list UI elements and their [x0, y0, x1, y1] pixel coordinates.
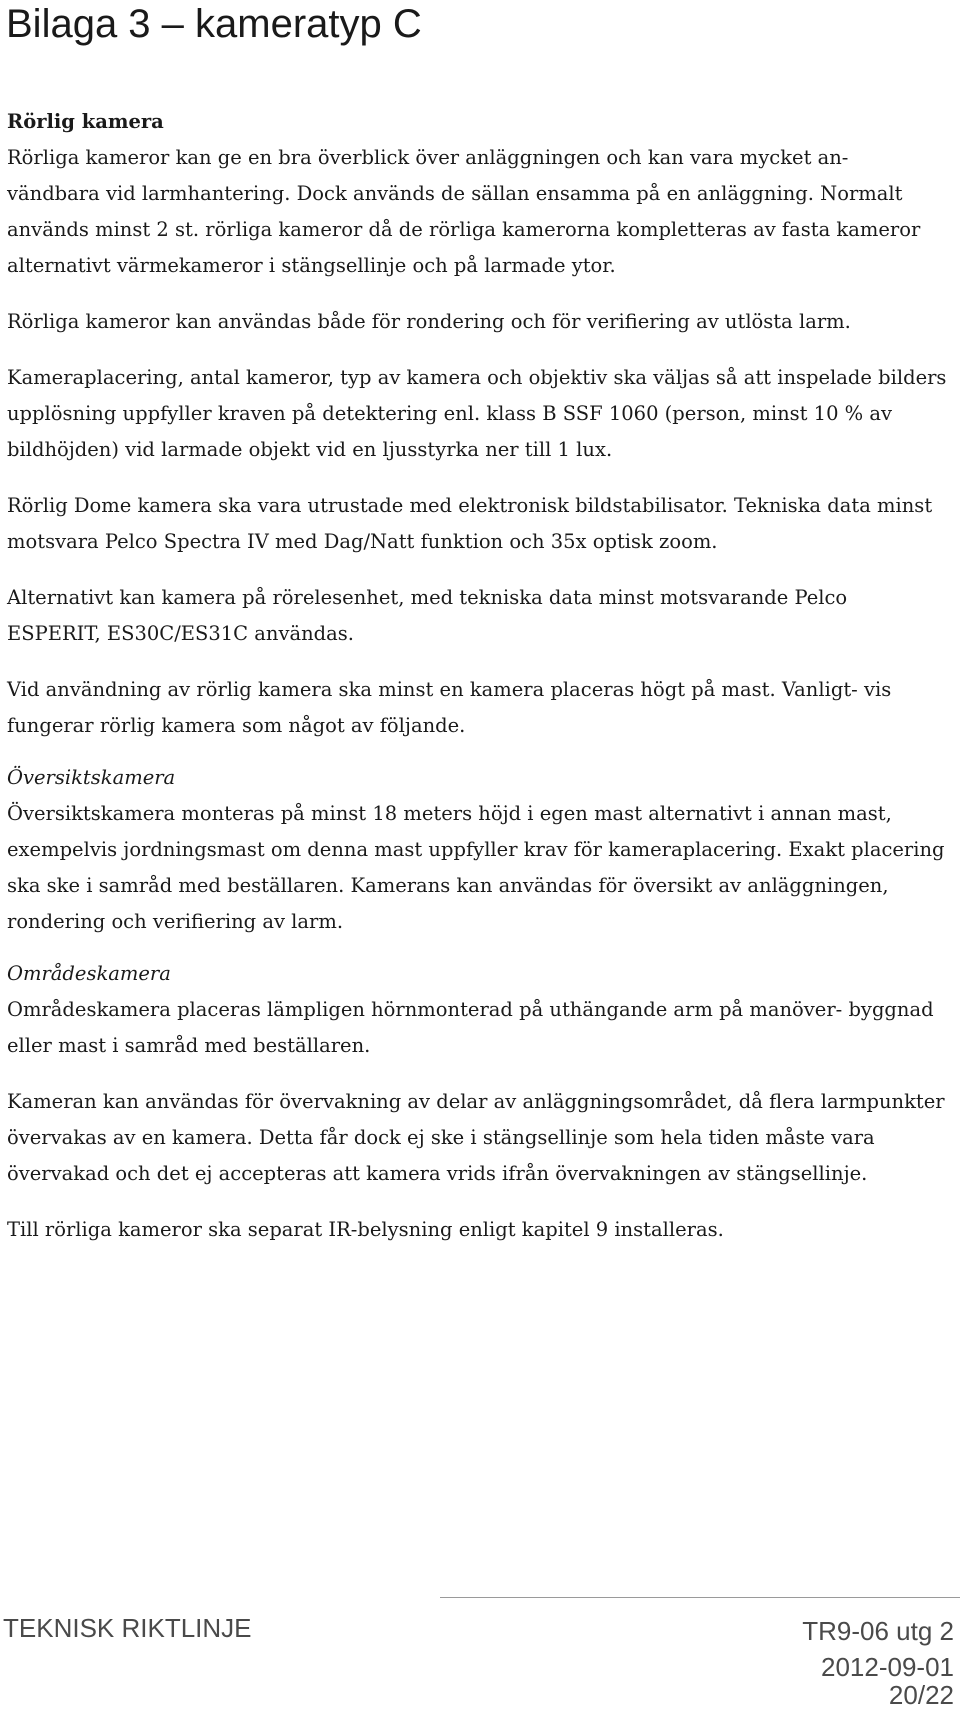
footer-date: 2012-09-01 — [821, 1652, 954, 1682]
document-body — [7, 104, 947, 1248]
paragraph-monitoring: Kameran kan användas för övervakning av delar av anläggningsområdet, då flera larmpunkter övervakas av en kamera. Detta får dock ej ske i stängsellinje som hela tiden måste vara övervakad och det ej accepteras att kamera vrids ifrån övervakningen av stängsellinje. — [7, 1090, 945, 1185]
paragraph-mast: Vid användning av rörlig kamera ska minst en kamera placeras högt på mast. Vanligt- vis fungerar rörlig kamera som något av följande. — [7, 678, 892, 737]
paragraph-usage: Rörliga kameror kan användas både för rondering och för verifiering av utlösta larm. — [7, 310, 851, 333]
section-heading: Rörlig kamera — [7, 110, 164, 133]
page-number: 20/22 — [888, 1680, 954, 1710]
paragraph-dome: Rörlig Dome kamera ska vara utrustade med elektronisk bildstabilisator. Tekniska data minst motsvara Pelco Spectra IV med Dag/Natt funktion och 35x optisk zoom. — [7, 494, 933, 553]
paragraph-overview: Översiktskamera monteras på minst 18 meters höjd i egen mast alternativt i annan mast, exempelvis jordningsmast om denna mast uppfyller krav för kameraplacering. Exakt placering ska ske i samråd med beställaren. Kamerans kan användas för översikt av anläggningen, rondering och verifiering av larm. — [7, 802, 945, 933]
overview-camera-heading: Översiktskamera — [7, 766, 176, 789]
footer-doc-id: TR9-06 utg 2 — [802, 1616, 954, 1646]
paragraph-alternative: Alternativt kan kamera på rörelesenhet, med tekniska data minst motsvarande Pelco ESPERIT, ES30C/ES31C användas. — [7, 586, 848, 645]
area-camera-heading: Områdeskamera — [7, 962, 171, 985]
paragraph-ir-lighting: Till rörliga kameror ska separat IR-belysning enligt kapitel 9 installeras. — [7, 1218, 724, 1241]
page-title: Bilaga 3 – kameratyp C — [6, 2, 422, 46]
paragraph-area: Områdeskamera placeras lämpligen hörnmonterad på uthängande arm på manöver- byggnad eller mast i samråd med beställaren. — [7, 998, 934, 1057]
footer-document-type: TEKNISK RIKTLINJE — [3, 1613, 252, 1643]
footer-divider — [440, 1597, 960, 1598]
paragraph-placement: Kameraplacering, antal kameror, typ av kamera och objektiv ska väljas så att inspelade bilders upplösning uppfyller kraven på detektering enl. klass B SSF 1060 (person, minst 10 % av bildhöjden) vid larmade objekt vid en ljusstyrka ner till 1 lux. — [7, 366, 947, 461]
footer-doc-info — [802, 1613, 954, 1685]
paragraph-intro: Rörliga kameror kan ge en bra överblick över anläggningen och kan vara mycket an- vändbara vid larmhantering. Dock används de sällan ensamma på en anläggning. Normalt används minst 2 st. rörliga kameror då de rörliga kamerorna kompletteras av fasta kameror alternativt värmekameror i stängsellinje och på larmade ytor. — [7, 146, 921, 277]
